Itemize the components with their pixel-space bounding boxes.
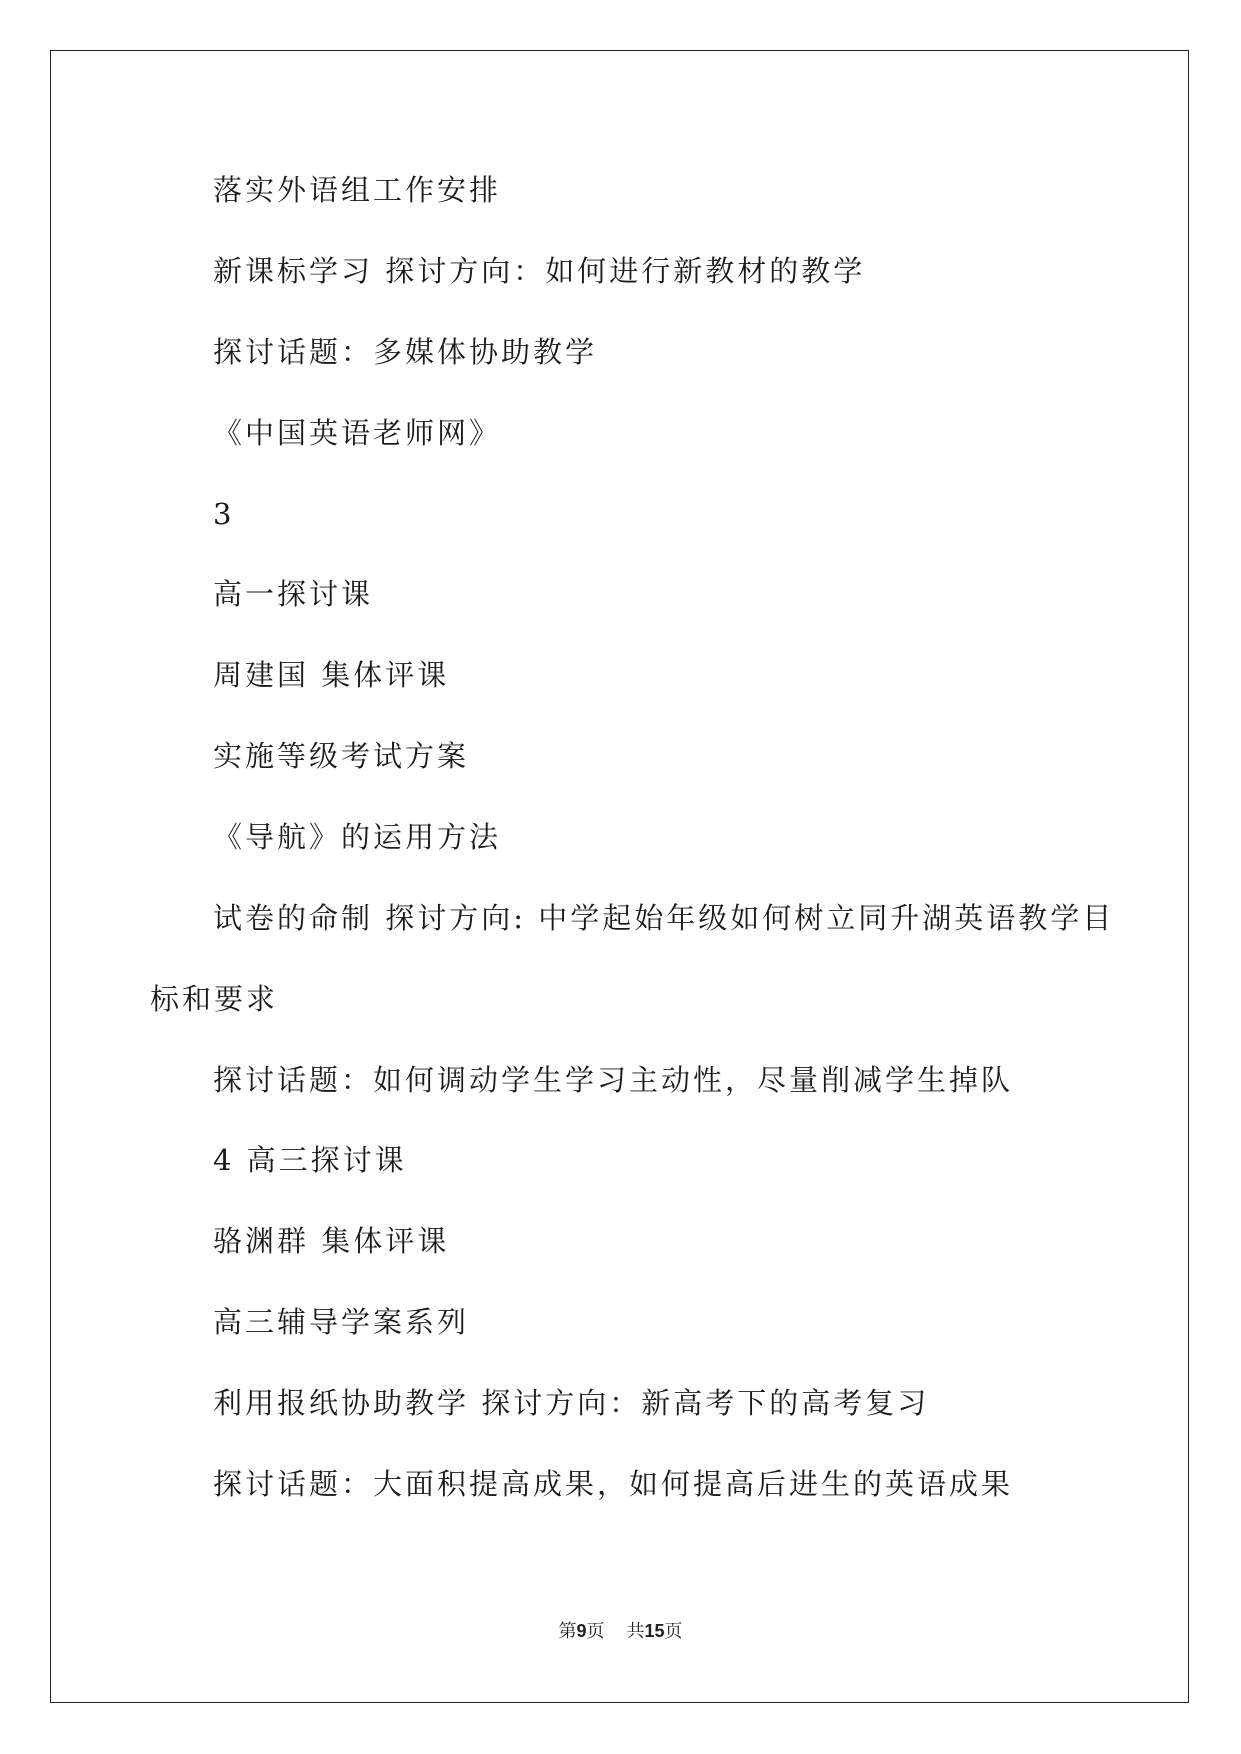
page-number: 9 (576, 1621, 587, 1641)
page-footer (0, 1622, 1241, 1641)
text-line: 落实外语组工作安排 (213, 173, 502, 207)
text-line: 3 (213, 497, 235, 531)
text-line: 探讨话题：大面积提高成果，如何提高后进生的英语成果 (213, 1467, 1014, 1501)
total-suffix: 页 (664, 1621, 683, 1642)
text-line: 标和要求 (150, 982, 279, 1016)
total-prefix: 共 (626, 1621, 645, 1642)
text-line: 新课标学习 探讨方向：如何进行新教材的教学 (213, 254, 866, 288)
text-line: 《导航》的运用方法 (213, 820, 502, 854)
text-line: 高一探讨课 (213, 577, 374, 611)
text-line: 探讨话题：如何调动学生学习主动性，尽量削减学生掉队 (213, 1063, 1014, 1097)
text-line: 4 高三探讨课 (213, 1143, 407, 1177)
page-suffix: 页 (586, 1621, 605, 1642)
text-line: 周建国 集体评课 (213, 658, 450, 692)
text-line: 《中国英语老师网》 (213, 416, 502, 450)
page-border (50, 50, 1189, 1703)
page-prefix: 第 (558, 1621, 577, 1642)
text-line: 骆渊群 集体评课 (213, 1224, 450, 1258)
text-line: 实施等级考试方案 (213, 739, 470, 773)
total-pages: 15 (644, 1621, 665, 1641)
text-line: 试卷的命制 探讨方向: 中学起始年级如何树立同升湖英语教学目 (213, 901, 1115, 935)
text-line: 高三辅导学案系列 (213, 1305, 470, 1339)
text-line: 利用报纸协助教学 探讨方向：新高考下的高考复习 (213, 1386, 930, 1420)
text-line: 探讨话题：多媒体协助教学 (213, 335, 598, 369)
